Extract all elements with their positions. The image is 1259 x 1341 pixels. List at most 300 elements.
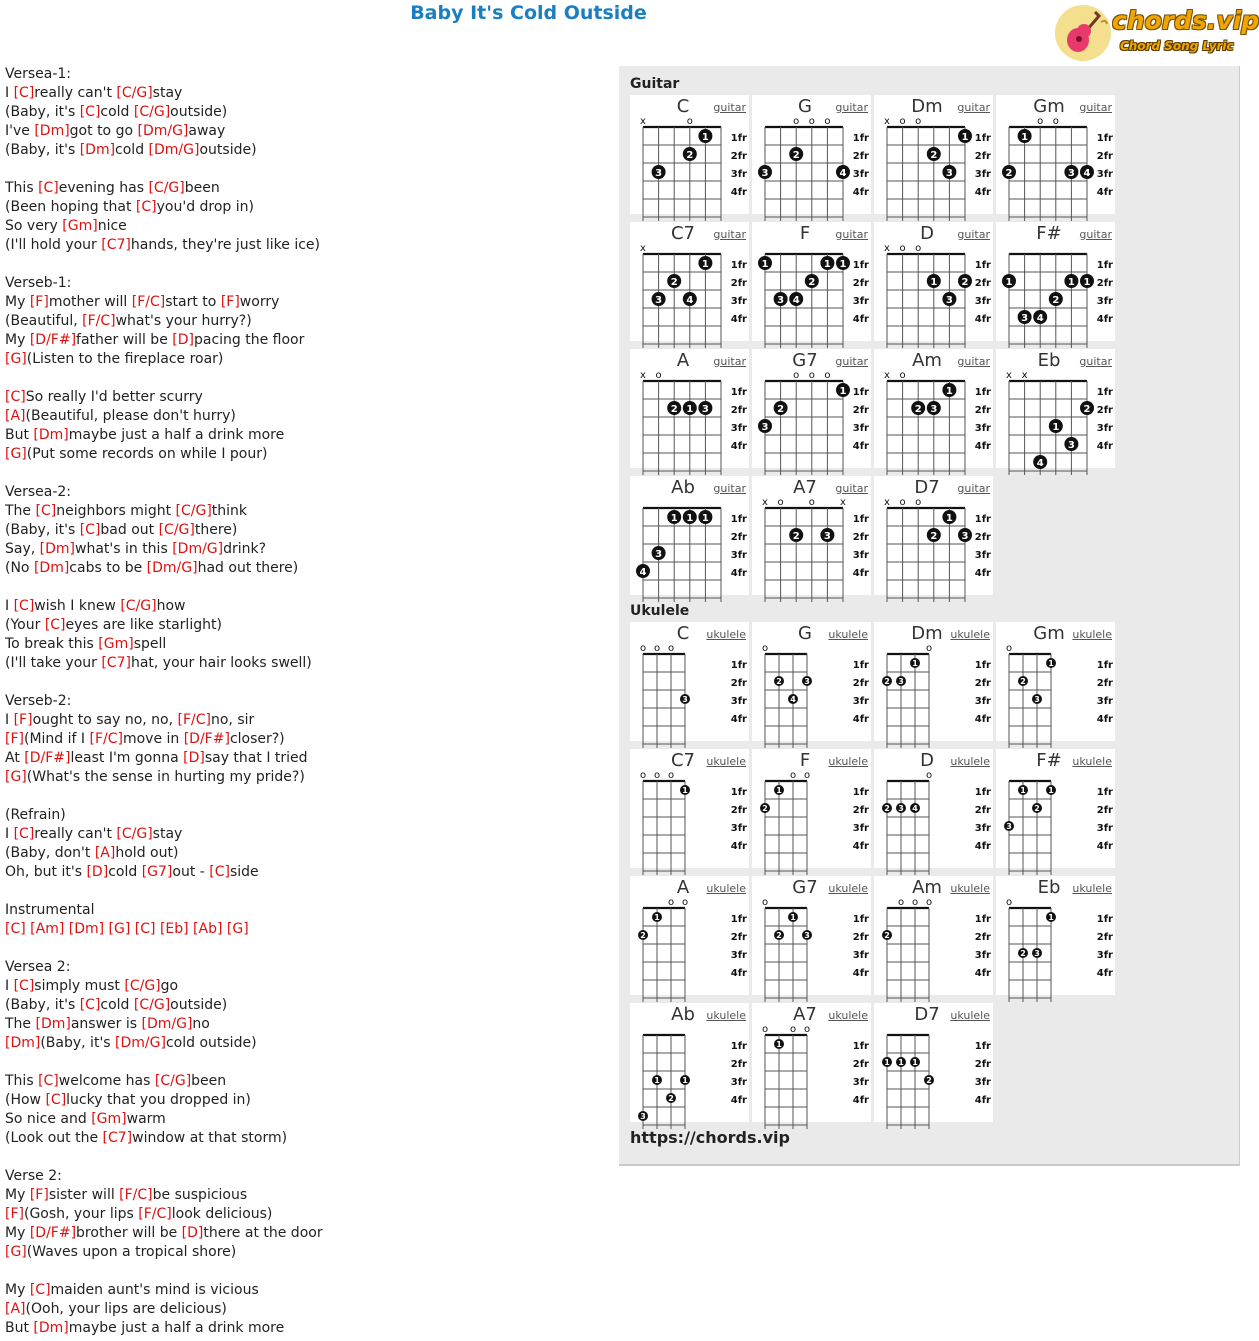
fret-label: 2fr — [974, 805, 991, 816]
finger-dot — [896, 803, 906, 813]
finger-dot — [942, 383, 956, 397]
fret-label: 2fr — [1096, 278, 1113, 289]
finger-dot — [638, 1111, 648, 1121]
chord-tag[interactable]: [C] — [38, 180, 59, 196]
guitar-chord-link[interactable]: guitar — [713, 355, 746, 368]
ukulele-chord-card — [630, 622, 749, 741]
finger-dot — [882, 1057, 892, 1067]
chord-tag[interactable]: [C] — [13, 826, 35, 842]
chord-tag[interactable]: [C/G] — [120, 598, 157, 614]
lyric-line — [5, 1148, 605, 1167]
svg-text:1: 1 — [776, 1040, 782, 1049]
ukulele-chord-card — [874, 1003, 993, 1122]
fret-label: 4fr — [730, 1095, 747, 1106]
chord-tag[interactable]: [D/F#] — [183, 731, 230, 747]
lyric-line — [5, 920, 605, 939]
finger-dot — [1018, 129, 1032, 143]
guitar-chord-name: G — [798, 96, 812, 117]
chord-tag[interactable]: [Dm/G] — [172, 541, 224, 557]
chord-tag[interactable]: [C7] — [101, 237, 131, 253]
finger-dot — [942, 510, 956, 524]
fret-label: 2fr — [974, 278, 991, 289]
lyric-line — [5, 350, 605, 369]
guitar-chord-link[interactable]: guitar — [957, 101, 990, 114]
fret-label: 1fr — [730, 133, 747, 144]
guitar-chord-link[interactable]: guitar — [713, 228, 746, 241]
guitar-chord-link[interactable]: guitar — [957, 482, 990, 495]
lyric-line — [5, 1053, 605, 1072]
fret-label: 3fr — [852, 296, 869, 307]
site-url-link[interactable]: https://chords.vip — [630, 1128, 790, 1147]
fret-label: 2fr — [1096, 932, 1113, 943]
lyric-text: So nice and — [5, 1111, 92, 1127]
fret-label: 4fr — [730, 441, 747, 452]
chord-tag[interactable]: [D] — [183, 750, 205, 766]
lyric-text: brother will be — [76, 1225, 182, 1241]
chord-tag[interactable]: [G] — [5, 1244, 27, 1260]
lyric-text: This — [5, 180, 39, 196]
chord-tag[interactable]: [C] — [134, 921, 156, 937]
open-string-mark: o — [667, 770, 675, 781]
chord-tag[interactable]: [F/C] — [177, 712, 211, 728]
finger-dot — [927, 528, 941, 542]
svg-text:2: 2 — [640, 931, 646, 940]
svg-text:1: 1 — [1048, 913, 1054, 922]
finger-dot — [1002, 274, 1016, 288]
guitar-chord-card — [630, 95, 749, 214]
lyric-text: My — [5, 294, 30, 310]
ukulele-chord-link[interactable]: ukulele — [706, 755, 746, 768]
chord-tag[interactable]: [A] — [94, 845, 116, 861]
lyric-text: My — [5, 1225, 30, 1241]
guitar-chord-link[interactable]: guitar — [1079, 101, 1112, 114]
guitar-chord-card — [874, 476, 993, 595]
chord-tag[interactable]: [F/C] — [131, 294, 166, 310]
lyric-text: stay — [152, 826, 183, 842]
lyric-text: (Been hoping that — [5, 199, 136, 215]
chord-tag[interactable]: [Eb] — [159, 921, 189, 937]
lyric-text: (Baby, it's — [40, 1035, 116, 1051]
chord-tag[interactable]: [G] — [226, 921, 249, 937]
lyric-text: sister will — [48, 1187, 120, 1203]
fret-label: 3fr — [1096, 696, 1113, 707]
finger-dot — [774, 401, 788, 415]
fret-label: 3fr — [1096, 296, 1113, 307]
lyric-line — [5, 749, 605, 768]
fret-label: 2fr — [852, 678, 869, 689]
lyric-text: move in — [122, 731, 184, 747]
chord-tag[interactable]: [G7] — [141, 864, 173, 880]
fret-label: 2fr — [730, 532, 747, 543]
chord-tag[interactable]: [C/G] — [158, 522, 195, 538]
fret-label: 2fr — [974, 532, 991, 543]
chord-tag[interactable]: [Dm/G] — [141, 1016, 193, 1032]
chord-tag[interactable]: [D/F#] — [24, 750, 71, 766]
lyric-text: say that I tried — [204, 750, 308, 766]
svg-text:1: 1 — [912, 1058, 918, 1067]
chord-tag[interactable]: [F] — [5, 731, 24, 747]
svg-text:1: 1 — [686, 404, 694, 415]
finger-dot — [1002, 165, 1016, 179]
fret-label: 4fr — [974, 968, 991, 979]
finger-dot — [636, 564, 650, 578]
ukulele-chord-link[interactable]: ukulele — [706, 1009, 746, 1022]
chord-tag[interactable]: [D] — [86, 864, 109, 880]
chord-tag[interactable]: [F/C] — [138, 1206, 172, 1222]
finger-dot — [789, 147, 803, 161]
fret-label: 1fr — [974, 787, 991, 798]
guitar-chord-name: Am — [912, 350, 942, 371]
ukulele-chord-link[interactable]: ukulele — [950, 755, 990, 768]
chord-tag[interactable]: [C] — [5, 389, 26, 405]
lyric-text: cold — [100, 104, 134, 120]
lyric-text: outside) — [170, 104, 228, 120]
lyric-text: pacing the floor — [193, 332, 305, 348]
chord-tag[interactable]: [Dm] — [5, 1035, 41, 1051]
lyric-text: out - — [172, 864, 210, 880]
fret-label: 4fr — [974, 441, 991, 452]
chord-tag[interactable]: [G] — [5, 446, 27, 462]
chord-tag[interactable]: [A] — [5, 408, 26, 424]
chord-tag[interactable]: [Dm/G] — [115, 1035, 166, 1051]
chord-tag[interactable]: [C7] — [101, 655, 131, 671]
chord-tag[interactable]: [Dm] — [68, 921, 105, 937]
chord-tag[interactable]: [C/G] — [133, 997, 171, 1013]
lyric-line — [5, 160, 605, 179]
chord-tag[interactable]: [C] — [13, 598, 35, 614]
lyric-text: ought to say no, no, — [32, 712, 178, 728]
chord-tag[interactable]: [Dm] — [34, 123, 70, 139]
lyric-line — [5, 597, 605, 616]
lyric-text: eyes are like starlight) — [65, 617, 222, 633]
chord-tag[interactable]: [Dm] — [35, 1016, 71, 1032]
chord-tag[interactable]: [G] — [5, 769, 27, 785]
svg-text:4: 4 — [1036, 458, 1044, 469]
fret-label: 1fr — [974, 260, 991, 271]
chord-tag[interactable]: [C/G] — [175, 503, 212, 519]
lyric-text: (Baby, it's — [5, 997, 80, 1013]
muted-string-mark: x — [640, 116, 646, 127]
site-logo[interactable] — [1054, 4, 1259, 62]
lyric-text: Instrumental — [5, 902, 95, 918]
chord-tag[interactable]: [C] — [79, 104, 101, 120]
svg-text:1: 1 — [839, 259, 847, 270]
chord-tag[interactable]: [C] — [5, 921, 26, 937]
finger-dot — [911, 401, 925, 415]
finger-dot — [667, 401, 681, 415]
fret-label: 4fr — [1096, 968, 1113, 979]
finger-dot — [774, 785, 784, 795]
lyric-line — [5, 578, 605, 597]
ukulele-chord-name: G7 — [792, 877, 818, 898]
ukulele-chord-link[interactable]: ukulele — [950, 882, 990, 895]
ukulele-chord-link[interactable]: ukulele — [1072, 882, 1112, 895]
guitar-chord-card — [630, 349, 749, 468]
fret-label: 4fr — [1096, 441, 1113, 452]
chord-tag[interactable]: [C] — [209, 864, 230, 880]
lyric-line — [5, 1224, 605, 1243]
chord-tag[interactable]: [A] — [5, 1301, 26, 1317]
chord-tag[interactable]: [Dm] — [33, 427, 69, 443]
finger-dot — [680, 785, 690, 795]
chord-tag[interactable]: [F] — [29, 294, 49, 310]
open-string-mark: o — [803, 770, 811, 781]
fret-label: 1fr — [730, 260, 747, 271]
finger-dot — [805, 274, 819, 288]
fret-label: 1fr — [1096, 787, 1113, 798]
lyric-line — [5, 939, 605, 958]
fret-label: 4fr — [730, 568, 747, 579]
fret-label: 2fr — [1096, 678, 1113, 689]
fret-label: 2fr — [730, 278, 747, 289]
chord-tag[interactable]: [F/C] — [119, 1187, 153, 1203]
chord-tag[interactable]: [C] — [44, 617, 66, 633]
fret-label: 3fr — [730, 950, 747, 961]
chord-tag[interactable]: [Ab] — [193, 921, 223, 937]
chord-tag[interactable]: [C/G] — [133, 104, 171, 120]
lyric-line — [5, 407, 605, 426]
chord-tag[interactable]: [C] — [29, 1282, 51, 1298]
fret-label: 4fr — [852, 1095, 869, 1106]
fret-label: 3fr — [730, 696, 747, 707]
chord-tag[interactable]: [Gm] — [91, 1111, 127, 1127]
svg-text:1: 1 — [761, 259, 769, 270]
lyric-line — [5, 388, 605, 407]
ukulele-chord-link[interactable]: ukulele — [1072, 628, 1112, 641]
finger-dot — [1033, 455, 1047, 469]
lyric-text: window at that storm) — [132, 1130, 288, 1146]
guitar-chord-link[interactable]: guitar — [957, 228, 990, 241]
ukulele-chord-link[interactable]: ukulele — [828, 882, 868, 895]
chord-tag[interactable]: [C] — [13, 85, 35, 101]
lyric-line — [5, 502, 605, 521]
ukulele-chord-card — [752, 876, 871, 995]
lyric-text: (How — [5, 1092, 46, 1108]
svg-text:2: 2 — [914, 404, 922, 415]
chord-tag[interactable]: [C] — [79, 522, 101, 538]
svg-text:3: 3 — [655, 168, 663, 179]
lyric-line — [5, 1091, 605, 1110]
lyric-text: had out there) — [197, 560, 299, 576]
chord-tag[interactable]: [C] — [79, 997, 101, 1013]
finger-dot — [698, 401, 712, 415]
fret-label: 1fr — [974, 387, 991, 398]
chord-tag[interactable]: [Dm] — [79, 142, 116, 158]
chord-tag[interactable]: [F/C] — [89, 731, 123, 747]
chord-tag[interactable]: [C/G] — [116, 85, 153, 101]
guitar-chord-link[interactable]: guitar — [835, 228, 868, 241]
fret-label: 1fr — [974, 660, 991, 671]
guitar-chord-link[interactable]: guitar — [835, 101, 868, 114]
lyric-text: (Put some records on while I pour) — [26, 446, 268, 462]
fret-label: 4fr — [852, 568, 869, 579]
ukulele-chord-name: F# — [1036, 750, 1062, 771]
fret-label: 3fr — [974, 696, 991, 707]
fret-label: 2fr — [852, 151, 869, 162]
chord-tag[interactable]: [F/C] — [82, 313, 116, 329]
chord-tag[interactable]: [C] — [45, 1092, 67, 1108]
guitar-chord-link[interactable]: guitar — [713, 482, 746, 495]
fret-label: 1fr — [852, 1041, 869, 1052]
lyric-text: I — [5, 978, 14, 994]
lyric-text: hat, your hair looks swell) — [130, 655, 312, 671]
lyric-text: The — [5, 1016, 36, 1032]
lyric-line — [5, 483, 605, 502]
ukulele-chord-card — [996, 622, 1115, 741]
ukulele-chord-name: Eb — [1037, 877, 1061, 898]
open-string-mark: o — [925, 770, 933, 781]
guitar-chord-link[interactable]: guitar — [1079, 355, 1112, 368]
fret-label: 2fr — [730, 805, 747, 816]
ukulele-chord-card — [874, 876, 993, 995]
fret-label: 3fr — [730, 1077, 747, 1088]
finger-dot — [896, 1057, 906, 1067]
muted-string-mark: x — [884, 497, 890, 508]
chord-tag[interactable]: [G] — [108, 921, 131, 937]
chord-tag[interactable]: [C/G] — [116, 826, 153, 842]
open-string-mark: o — [1005, 643, 1013, 654]
chord-tag[interactable]: [D] — [181, 1225, 204, 1241]
lyric-line — [5, 768, 605, 787]
svg-text:1: 1 — [839, 386, 847, 397]
finger-dot — [760, 803, 770, 813]
fret-label: 2fr — [730, 151, 747, 162]
guitar-chord-link[interactable]: guitar — [957, 355, 990, 368]
lyric-text: cold outside) — [165, 1035, 257, 1051]
finger-dot — [836, 383, 850, 397]
finger-dot — [942, 165, 956, 179]
finger-dot — [942, 292, 956, 306]
fret-label: 2fr — [852, 532, 869, 543]
chord-tag[interactable]: [Gm] — [98, 636, 134, 652]
chord-tag[interactable]: [Am] — [30, 921, 65, 937]
finger-dot — [680, 1075, 690, 1085]
lyric-line — [5, 1034, 605, 1053]
chord-tag[interactable]: [D/F#] — [29, 332, 77, 348]
chord-tag[interactable]: [Dm] — [33, 560, 70, 576]
chord-tag[interactable]: [Dm] — [39, 541, 75, 557]
lyric-text: At — [5, 750, 25, 766]
guitar-chord-link[interactable]: guitar — [835, 482, 868, 495]
svg-text:3: 3 — [1067, 168, 1075, 179]
lyric-text: (Your — [5, 617, 45, 633]
ukulele-chord-link[interactable]: ukulele — [828, 755, 868, 768]
fret-label: 3fr — [974, 950, 991, 961]
lyric-text: Verseb-2: — [5, 693, 72, 709]
chord-tag[interactable]: [C/G] — [148, 180, 185, 196]
muted-string-mark: x — [840, 497, 846, 508]
finger-dot — [802, 676, 812, 686]
chord-tag[interactable]: [Dm/G] — [146, 560, 198, 576]
svg-text:3: 3 — [1067, 440, 1075, 451]
chord-tag[interactable]: [D] — [172, 332, 194, 348]
lyric-line — [5, 426, 605, 445]
chord-tag[interactable]: [C] — [135, 199, 157, 215]
lyric-text: neighbors might — [56, 503, 176, 519]
guitar-chord-link[interactable]: guitar — [835, 355, 868, 368]
ukulele-chord-link[interactable]: ukulele — [950, 1009, 990, 1022]
finger-dot — [774, 292, 788, 306]
lyric-text: But — [5, 427, 34, 443]
chord-tag[interactable]: [C/G] — [124, 978, 161, 994]
lyric-text: Verseb-1: — [5, 275, 72, 291]
svg-text:1: 1 — [1021, 132, 1029, 143]
chord-tag[interactable]: [Dm/G] — [148, 142, 200, 158]
finger-dot — [1049, 419, 1063, 433]
fret-label: 1fr — [852, 514, 869, 525]
guitar-chord-link[interactable]: guitar — [1079, 228, 1112, 241]
svg-text:2: 2 — [808, 277, 816, 288]
ukulele-chord-link[interactable]: ukulele — [828, 1009, 868, 1022]
lyric-text: (What's the sense in hurting my pride?) — [26, 769, 305, 785]
chord-tag[interactable]: [C7] — [102, 1130, 133, 1146]
open-string-mark: o — [639, 770, 647, 781]
logo-subtitle: Chord Song Lyric — [1120, 39, 1234, 53]
fret-label: 4fr — [730, 314, 747, 325]
lyric-line — [5, 1072, 605, 1091]
chord-tag[interactable]: [G] — [5, 351, 27, 367]
fret-label: 1fr — [730, 787, 747, 798]
chord-tag[interactable]: [C] — [13, 978, 35, 994]
chord-tag[interactable]: [F] — [5, 1206, 24, 1222]
lyric-line — [5, 445, 605, 464]
chord-tag[interactable]: [F] — [13, 712, 33, 728]
fret-label: 2fr — [852, 805, 869, 816]
finger-dot — [683, 292, 697, 306]
lyric-text: I've — [5, 123, 35, 139]
fret-label: 4fr — [974, 314, 991, 325]
chord-tag[interactable]: [Dm/G] — [137, 123, 189, 139]
svg-text:1: 1 — [670, 513, 678, 524]
ukulele-chord-link[interactable]: ukulele — [950, 628, 990, 641]
chord-tag[interactable]: [F] — [29, 1187, 49, 1203]
ukulele-chord-link[interactable]: ukulele — [706, 882, 746, 895]
fret-label: 4fr — [974, 568, 991, 579]
chord-tag[interactable]: [C] — [35, 503, 57, 519]
svg-text:4: 4 — [1083, 168, 1091, 179]
chord-tag[interactable]: [D/F#] — [29, 1225, 77, 1241]
finger-dot — [1046, 658, 1056, 668]
chord-tag[interactable]: [F] — [220, 294, 240, 310]
ukulele-chord-card — [996, 876, 1115, 995]
chord-tag[interactable]: [Gm] — [62, 218, 98, 234]
lyric-text: Oh, but it's — [5, 864, 87, 880]
fret-label: 3fr — [974, 423, 991, 434]
lyric-line — [5, 673, 605, 692]
lyric-text: drink? — [223, 541, 267, 557]
svg-text:2: 2 — [1034, 804, 1040, 813]
lyric-text: (No — [5, 560, 34, 576]
song-title: Baby It's Cold Outside — [410, 2, 647, 24]
chord-tag[interactable]: [C/G] — [154, 1073, 192, 1089]
chord-tag[interactable]: [C] — [38, 1073, 59, 1089]
lyric-line — [5, 255, 605, 274]
ukulele-chord-link[interactable]: ukulele — [1072, 755, 1112, 768]
fret-label: 3fr — [730, 823, 747, 834]
lyric-text: I — [5, 598, 14, 614]
lyric-text: got to go — [69, 123, 138, 139]
ukulele-chord-link[interactable]: ukulele — [828, 628, 868, 641]
chord-tag[interactable]: [Dm] — [33, 1320, 69, 1336]
lyric-text: Verse 2: — [5, 1168, 62, 1184]
finger-dot — [1018, 676, 1028, 686]
ukulele-chord-link[interactable]: ukulele — [706, 628, 746, 641]
svg-text:1: 1 — [1005, 277, 1013, 288]
lyric-line — [5, 616, 605, 635]
open-string-mark: o — [761, 1024, 769, 1035]
fret-label: 3fr — [1096, 823, 1113, 834]
guitar-chord-link[interactable]: guitar — [713, 101, 746, 114]
